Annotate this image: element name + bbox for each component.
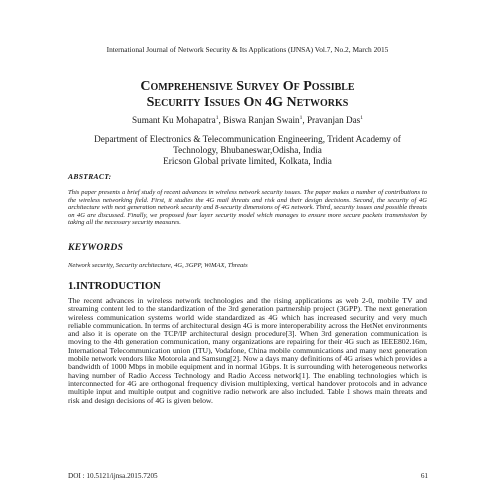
abstract-heading: ABSTRACT: bbox=[68, 172, 112, 181]
author-superscript: 1 bbox=[360, 114, 364, 121]
keywords-heading: KEYWORDS bbox=[68, 242, 124, 253]
affiliation-line: Ericson Global private limited, Kolkata, India bbox=[163, 156, 332, 166]
author-name: Pravanjan Das bbox=[306, 115, 361, 125]
author-separator: , bbox=[302, 115, 307, 125]
author-name: Biswa Ranjan Swain bbox=[223, 115, 300, 125]
affiliation-line: Department of Electronics & Telecommunication Engineering, Trident Academy of bbox=[94, 134, 401, 144]
author-superscript: 1 bbox=[215, 114, 219, 121]
paper-title bbox=[0, 79, 495, 111]
affiliation-line: Technology, Bhubaneswar,Odisha, India bbox=[173, 145, 322, 155]
keywords-text: Network security, Security architecture, 4G, 3GPP, WiMAX, Threats bbox=[68, 262, 248, 269]
introduction-heading: 1.INTRODUCTION bbox=[68, 281, 161, 292]
abstract-text: This paper presents a brief study of recent advances in wireless network security issues. The paper makes a number of contributions to the wireless networking field. First, it studies the 4G mail threats and risk and their design decisions. Second, the security of 4G architecture with next generation network security and 8-security dimensions of 4G network. Third, security issues and possible threats on 4G are discussed. Finally, we proposed four layer security model which manages to ensure more secure packets transmission by taking all the necessary security measures. bbox=[68, 189, 427, 227]
title-line-2: Security Issues On 4G Networks bbox=[146, 95, 349, 110]
doi-footer: DOI : 10.5121/ijnsa.2015.7205 bbox=[68, 472, 158, 480]
introduction-text: The recent advances in wireless network technologies and the rising applications as web 2-0, mobile TV and streaming content led to the standardization of the 3rd generation partnership project (3GPP). The next generation wireless communication systems world wide standardized as 4G which has increased security and very much reliable communication. In terms of architectural design 4G is more interoperability across the HetNet environments and also it is operate on the TCP/IP architectural design procedure[3]. When 3rd generation communication is moving to the 4th generation communication, many organizations are repairing for their 4G such as IEEE802.16m, International Telecommunication union (ITU), Vodafone, China mobile communications and many next generation mobile network vendors like Motorola and Samsung[2]. Now a days many definitions of 4G arises which provides a bandwidth of 1000 Mbps in mobile equipment and in normal 1Gbps. It is surrounding with heterogeneous networks having number of Radio Access Technology and Radio Access network[1]. The enabling technologies which is interconnected for 4G are orthogonal frequency division multiplexing, vertical handover protocols and in advance multiple input and multiple output and cognitive radio network are also included. Table 1 shows main threats and risk and design decisions of 4G is given below. bbox=[68, 296, 427, 405]
journal-header: International Journal of Network Security & Its Applications (IJNSA) Vol.7, No.2, March 2015 bbox=[106, 45, 389, 54]
author-name: Sumant Ku Mohapatra bbox=[131, 115, 216, 125]
author-superscript: 1 bbox=[299, 114, 303, 121]
author-separator: , bbox=[218, 115, 224, 125]
affiliation-block bbox=[60, 134, 435, 167]
author-list bbox=[0, 115, 495, 125]
title-line-1: Comprehensive Survey Of Possible bbox=[140, 79, 355, 94]
page-number: 61 bbox=[420, 472, 428, 480]
